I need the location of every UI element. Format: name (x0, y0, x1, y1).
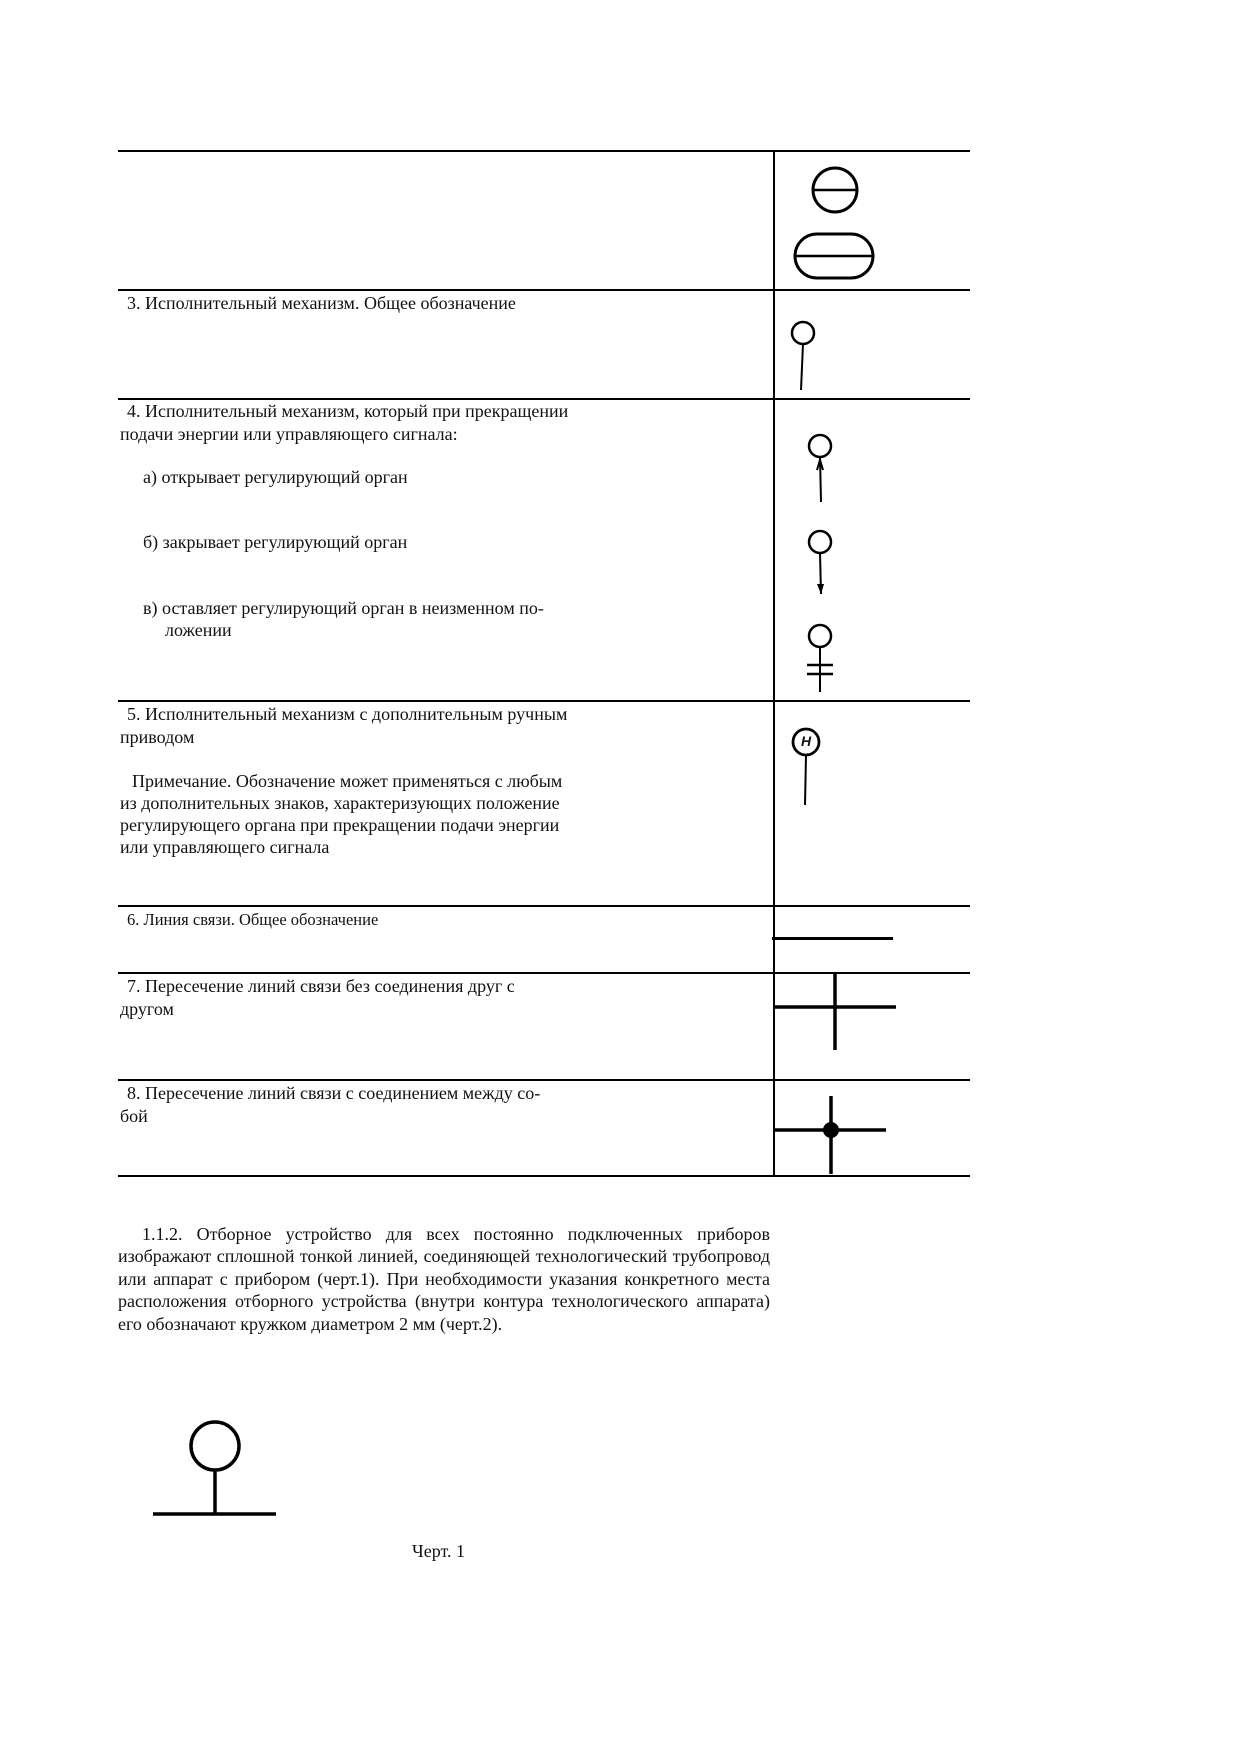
row-divider (118, 905, 970, 907)
row-4-item-c-line-2: ложении (165, 620, 232, 640)
actuator-manual-drive-icon (790, 727, 830, 807)
row-8-line-1: 8. Пересечение линий связи с соединением между со- (127, 1083, 541, 1103)
row-4-item-b: б) закрывает регулирующий орган (143, 532, 408, 552)
lines-crossing-junction-icon (772, 1096, 890, 1176)
row-4-item-c-line-1: в) оставляет регулирующий орган в неизменном по- (143, 598, 544, 618)
row-5-note-line-1: Примечание. Обозначение может применяться с любым (132, 771, 563, 791)
row-6-text: 6. Линия связи. Общее обозначение (127, 910, 379, 929)
row-3-text: 3. Исполнительный механизм. Общее обозначение (127, 293, 516, 313)
row-7-line-2: другом (120, 999, 174, 1019)
row-5-note-line-4: или управляющего сигнала (120, 837, 330, 857)
row-5-note-line-2: из дополнительных знаков, характеризующих положение (120, 793, 560, 813)
table-top-border (118, 150, 970, 152)
row-5-note-line-3: регулирующего органа при прекращении подачи энергии (120, 815, 560, 835)
actuator-closes-icon (800, 528, 840, 598)
row-divider (118, 1079, 970, 1081)
row-7-line-1: 7. Пересечение линий связи без соединения друг с (127, 976, 515, 996)
row-5-title-line-1: 5. Исполнительный механизм с дополнительным ручным (127, 704, 568, 724)
sampling-device-figure-icon (150, 1418, 280, 1520)
row-4-title-line-2: подачи энергии или управляющего сигнала: (120, 424, 458, 444)
body-paragraph: 1.1.2. Отборное устройство для всех постоянно подключенных приборов изображают сплошной тонкой линией, соединяющей технологический трубопровод или аппарат с прибором (черт.1). При необходимости указания конкретного места расположения отборного устройства (внутри контура технологического аппарата) его обозначают кружком диаметром 2 мм (черт.2). (118, 1224, 770, 1334)
actuator-symbols-icon (790, 160, 880, 285)
row-divider (118, 700, 970, 702)
actuator-holds-position-icon (800, 622, 840, 694)
row-4-item-a: а) открывает регулирующий орган (143, 467, 408, 487)
actuator-opens-icon (800, 432, 840, 504)
manual-drive-letter: Н (800, 733, 812, 749)
actuator-general-icon (785, 318, 825, 393)
communication-line-icon (772, 937, 893, 940)
row-divider (118, 289, 970, 291)
figure-caption: Черт. 1 (412, 1541, 465, 1561)
row-8-line-2: бой (120, 1106, 148, 1126)
row-4-title-line-1: 4. Исполнительный механизм, который при прекращении (127, 401, 569, 421)
row-5-title-line-2: приводом (120, 727, 195, 747)
lines-crossing-no-junction-icon (772, 972, 898, 1052)
